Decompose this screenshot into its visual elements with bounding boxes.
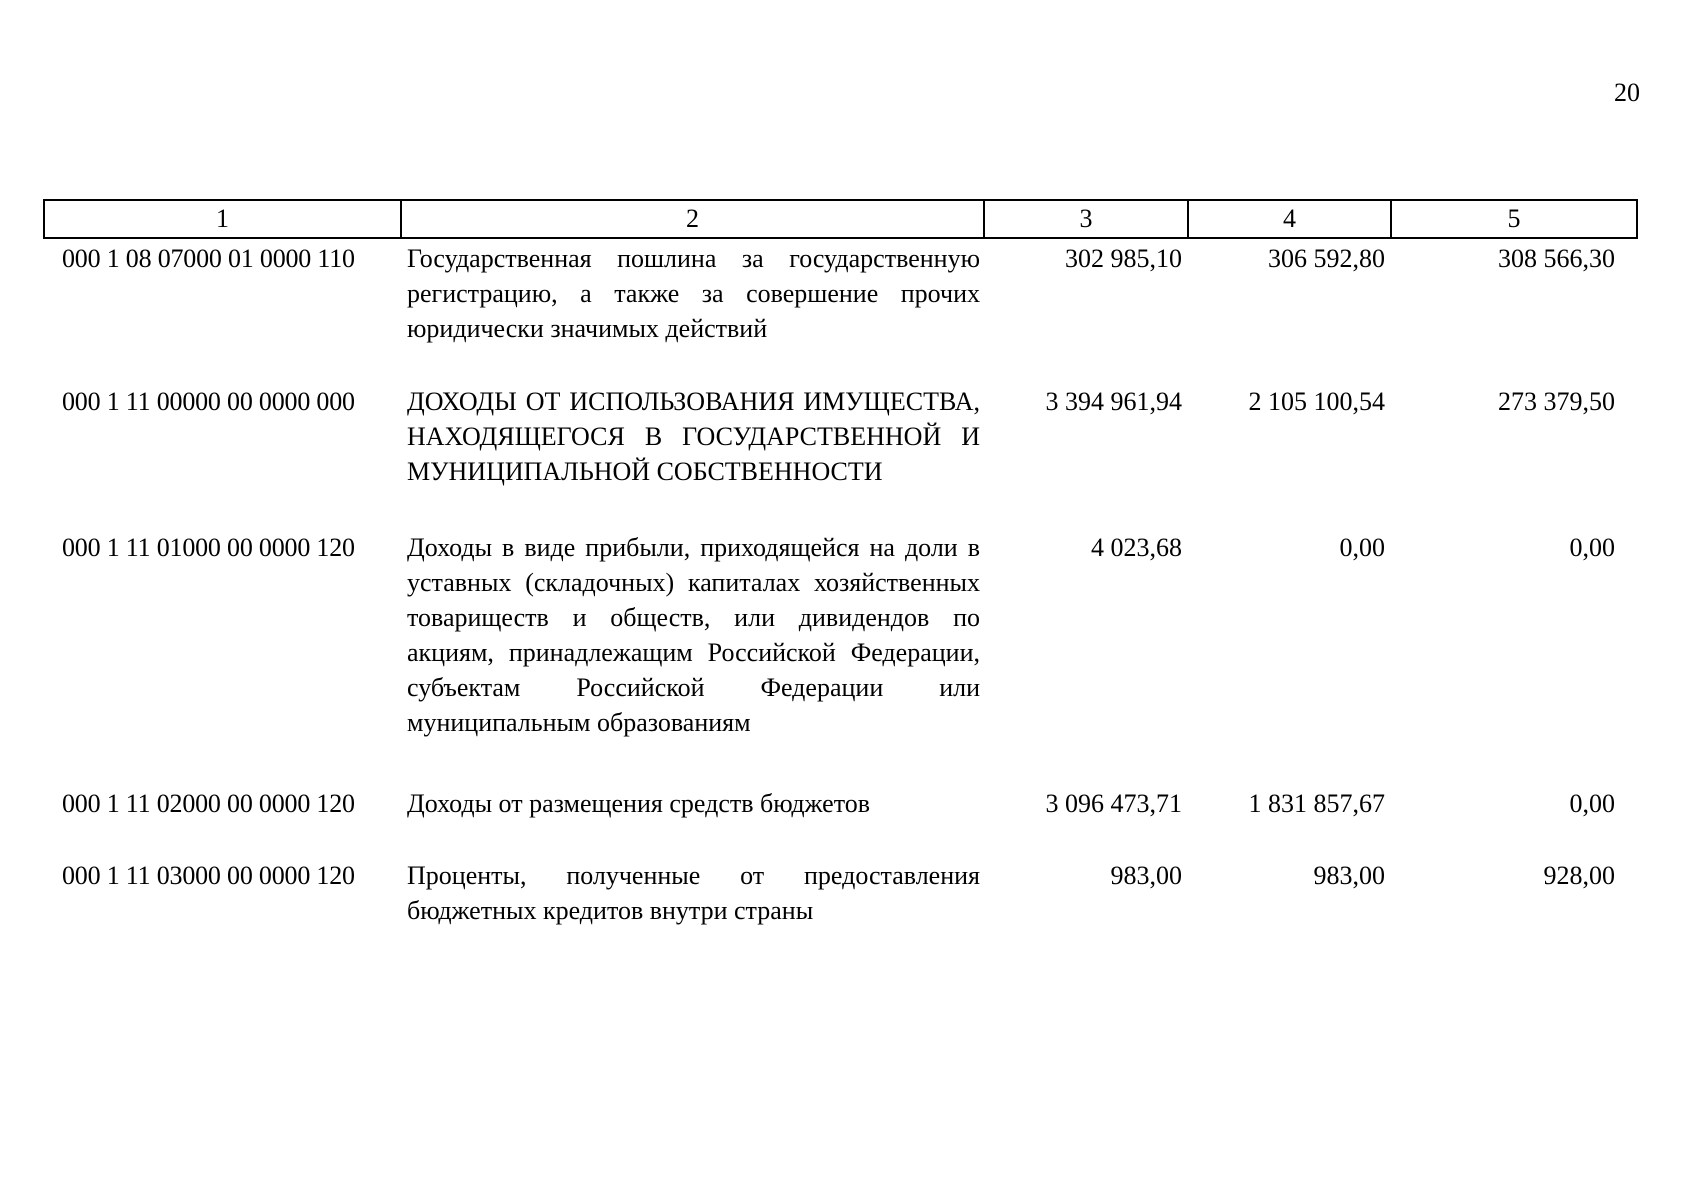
- budget-code-cell: 000 1 11 00000 00 0000 000: [62, 387, 355, 416]
- amount-col3-cell: 302 985,10: [1065, 244, 1182, 273]
- table-body: [44, 238, 1637, 928]
- budget-code-cell: 000 1 11 02000 00 0000 120: [62, 789, 355, 818]
- budget-code-cell: 000 1 08 07000 01 0000 110: [62, 244, 355, 273]
- page-number: 20: [1614, 78, 1640, 107]
- amount-col4-cell: 2 105 100,54: [1248, 387, 1385, 416]
- column-header-2: 2: [401, 200, 984, 238]
- column-header-4: 4: [1188, 200, 1391, 238]
- amount-col5-cell: 0,00: [1569, 789, 1615, 818]
- amount-col4-cell: 306 592,80: [1268, 244, 1385, 273]
- amount-col4-cell: 1 831 857,67: [1248, 789, 1385, 818]
- table-row: [44, 238, 1637, 384]
- table-row: [44, 786, 1637, 858]
- column-header-1: 1: [44, 200, 401, 238]
- header-row: [44, 200, 1637, 238]
- table-row: [44, 530, 1637, 786]
- budget-code-cell: 000 1 11 01000 00 0000 120: [62, 533, 355, 562]
- column-header-3: 3: [984, 200, 1188, 238]
- amount-col5-cell: 308 566,30: [1498, 244, 1615, 273]
- revenue-name-cell: Государственная пошлина за государственную регистрацию, а также за совершение прочих юридически значимых действий: [407, 244, 980, 343]
- amount-col5-cell: 273 379,50: [1498, 387, 1615, 416]
- table-header: [44, 200, 1637, 238]
- budget-code-cell: 000 1 11 03000 00 0000 120: [62, 861, 355, 890]
- amount-col3-cell: 983,00: [1110, 861, 1182, 890]
- amount-col5-cell: 928,00: [1543, 861, 1615, 890]
- amount-col3-cell: 4 023,68: [1091, 533, 1182, 562]
- revenue-name-cell: Доходы от размещения средств бюджетов: [407, 789, 871, 818]
- amount-col3-cell: 3 394 961,94: [1045, 387, 1182, 416]
- revenue-name-cell: ДОХОДЫ ОТ ИСПОЛЬЗОВАНИЯ ИМУЩЕСТВА, НАХОДЯЩЕГОСЯ В ГОСУДАРСТВЕННОЙ И МУНИЦИПАЛЬНОЙ СОБСТВЕННОСТИ: [407, 387, 980, 486]
- revenue-name-cell: Доходы в виде прибыли, приходящейся на доли в уставных (складочных) капиталах хозяйственных товариществ и обществ, или дивидендов по акциям, принадлежащим Российской Федерации, субъектам Российской Федерации или муниципальным образованиям: [407, 533, 980, 737]
- revenue-table: [43, 199, 1638, 928]
- table-row: [44, 384, 1637, 530]
- amount-col5-cell: 0,00: [1569, 533, 1615, 562]
- table-row: [44, 858, 1637, 928]
- column-header-5: 5: [1391, 200, 1637, 238]
- amount-col3-cell: 3 096 473,71: [1045, 789, 1182, 818]
- revenue-name-cell: Проценты, полученные от предоставления бюджетных кредитов внутри страны: [407, 861, 980, 925]
- amount-col4-cell: 983,00: [1313, 861, 1385, 890]
- amount-col4-cell: 0,00: [1339, 533, 1385, 562]
